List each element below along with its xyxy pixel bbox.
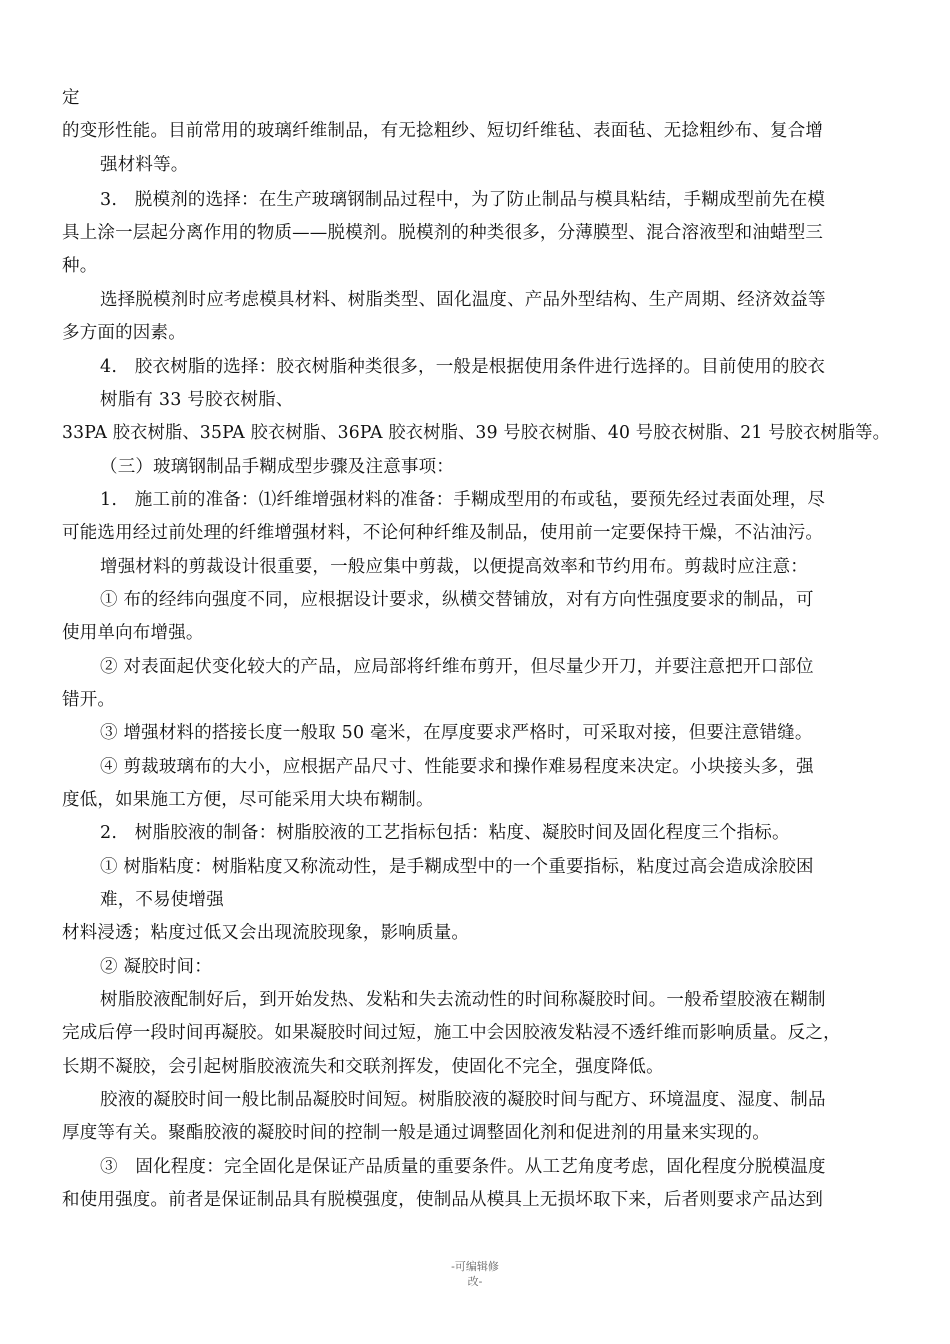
text-line: 度低，如果施工方便，尽可能采用大块布糊制。 (62, 790, 434, 810)
text-line: ② 对表面起伏变化较大的产品，应局部将纤维布剪开，但尽量少开刀，并要注意把开口部位 (100, 657, 814, 677)
text-line: ③ 固化程度：完全固化是保证产品质量的重要条件。从工艺角度考虑，固化程度分脱模温度 (100, 1157, 826, 1177)
text-line: 厚度等有关。聚酯胶液的凝胶时间的控制一般是通过调整固化剂和促进剂的用量来实现的。 (62, 1123, 770, 1143)
text-line: ① 布的经纬向强度不同，应根据设计要求，纵横交替铺放，对有方向性强度要求的制品，可 (100, 590, 814, 610)
text-line: 错开。 (62, 690, 116, 710)
text-line: 和使用强度。前者是保证制品具有脱模强度，使制品从模具上无损坏取下来，后者则要求产品达到 (62, 1190, 824, 1210)
text-line: 增强材料的剪裁设计很重要，一般应集中剪裁，以便提高效率和节约用布。剪裁时应注意： (100, 557, 808, 577)
text-line: 可能选用经过前处理的纤维增强材料，不论何种纤维及制品，使用前一定要保持干燥，不沾油污。 (62, 523, 824, 543)
footer-line-1: -可编辑修 (451, 1260, 499, 1273)
text-line: 树脂胶液配制好后，到开始发热、发粘和失去流动性的时间称凝胶时间。一般希望胶液在糊制 (100, 990, 826, 1010)
text-line: 完成后停一段时间再凝胶。如果凝胶时间过短，施工中会因胶液发粘浸不透纤维而影响质量。反之， (62, 1023, 841, 1043)
text-line: 1. 施工前的准备：⑴纤维增强材料的准备：手糊成型用的布或毡，要预先经过表面处理，尽 (100, 490, 826, 510)
text-line: 长期不凝胶，会引起树脂胶液流失和交联剂挥发，使固化不完全，强度降低。 (62, 1057, 664, 1077)
text-line: 3. 脱模剂的选择：在生产玻璃钢制品过程中，为了防止制品与模具粘结，手糊成型前先在模 (100, 190, 826, 210)
text-line: ② 凝胶时间： (100, 957, 212, 977)
text-line: 树脂有 33 号胶衣树脂、 (100, 390, 294, 410)
text-line: 的变形性能。目前常用的玻璃纤维制品，有无捻粗纱、短切纤维毡、表面毡、无捻粗纱布、复合增 (62, 121, 824, 141)
text-line: 使用单向布增强。 (62, 623, 204, 643)
text-line: 2. 树脂胶液的制备：树脂胶液的工艺指标包括：粘度、凝胶时间及固化程度三个指标。 (100, 823, 790, 843)
text-line: 种。 (62, 256, 98, 276)
text-line: 胶液的凝胶时间一般比制品凝胶时间短。树脂胶液的凝胶时间与配方、环境温度、湿度、制品 (100, 1090, 826, 1110)
text-line: 强材料等。 (100, 155, 189, 175)
text-line: 定 (62, 88, 80, 108)
text-line: ④ 剪裁玻璃布的大小，应根据产品尺寸、性能要求和操作难易程度来决定。小块接头多，强 (100, 757, 814, 777)
section-heading: （三）玻璃钢制品手糊成型步骤及注意事项： (100, 457, 454, 477)
text-line: 4. 胶衣树脂的选择：胶衣树脂种类很多，一般是根据使用条件进行选择的。目前使用的胶衣 (100, 357, 826, 377)
text-line: ③ 增强材料的搭接长度一般取 50 毫米，在厚度要求严格时，可采取对接，但要注意错缝。 (100, 723, 813, 743)
text-line: 难，不易使增强 (100, 890, 224, 910)
footer-line-2: 改- (467, 1275, 483, 1288)
text-line: 选择脱模剂时应考虑模具材料、树脂类型、固化温度、产品外型结构、生产周期、经济效益等 (100, 290, 826, 310)
text-line: 材料浸透；粘度过低又会出现流胶现象，影响质量。 (62, 923, 470, 943)
text-line: 33PA 胶衣树脂、35PA 胶衣树脂、36PA 胶衣树脂、39 号胶衣树脂、40 号胶衣树脂、21 号胶衣树脂等。 (62, 423, 891, 443)
text-line: 具上涂一层起分离作用的物质——脱模剂。脱模剂的种类很多，分薄膜型、混合溶液型和油蜡型三 (62, 223, 824, 243)
text-line: ① 树脂粘度：树脂粘度又称流动性，是手糊成型中的一个重要指标，粘度过高会造成涂胶困 (100, 857, 814, 877)
text-line: 多方面的因素。 (62, 323, 186, 343)
